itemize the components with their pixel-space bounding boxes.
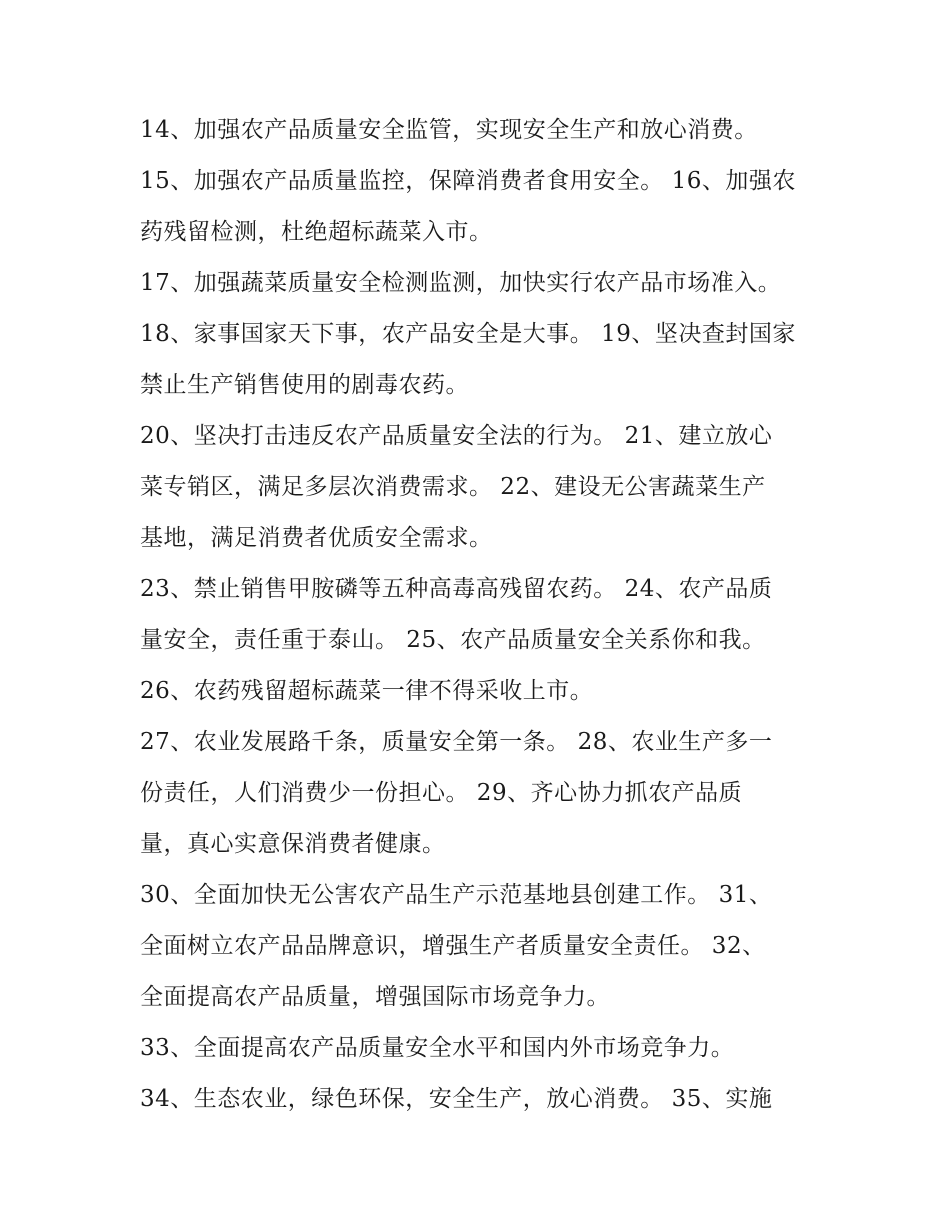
text-line: 15、加强农产品质量监控，保障消费者食用安全。 16、加强农 [140, 168, 796, 194]
text-line: 基地，满足消费者优质安全需求。 [140, 525, 493, 551]
text-line: 27、农业发展路千条，质量安全第一条。 28、农业生产多一 [140, 729, 773, 755]
text-line: 18、家事国家天下事，农产品安全是大事。 19、坚决查封国家 [140, 321, 796, 347]
text-line: 禁止生产销售使用的剧毒农药。 [140, 372, 469, 398]
text-line: 17、加强蔬菜质量安全检测监测，加快实行农产品市场准入。 [140, 270, 782, 296]
text-line: 药残留检测，杜绝超标蔬菜入市。 [140, 219, 493, 245]
text-line: 全面树立农产品品牌意识，增强生产者质量安全责任。 32、 [140, 933, 766, 959]
text-line: 33、全面提高农产品质量安全水平和国内外市场竞争力。 [140, 1035, 735, 1061]
text-line: 34、生态农业，绿色环保，安全生产，放心消费。 35、实施 [140, 1086, 773, 1112]
text-line: 23、禁止销售甲胺磷等五种高毒高残留农药。 24、农产品质 [140, 576, 773, 602]
text-line: 14、加强农产品质量安全监管，实现安全生产和放心消费。 [140, 117, 758, 143]
document-body [140, 105, 820, 1125]
text-line: 份责任，人们消费少一份担心。 29、齐心协力抓农产品质 [140, 780, 743, 806]
text-line: 量安全，责任重于泰山。 25、农产品质量安全关系你和我。 [140, 627, 766, 653]
text-line: 菜专销区，满足多层次消费需求。 22、建设无公害蔬菜生产 [140, 474, 766, 500]
text-line: 20、坚决打击违反农产品质量安全法的行为。 21、建立放心 [140, 423, 773, 449]
text-line: 量，真心实意保消费者健康。 [140, 831, 446, 857]
text-line: 全面提高农产品质量，增强国际市场竞争力。 [140, 984, 610, 1010]
text-line: 26、农药残留超标蔬菜一律不得采收上市。 [140, 678, 594, 704]
text-line: 30、全面加快无公害农产品生产示范基地县创建工作。 31、 [140, 882, 773, 908]
